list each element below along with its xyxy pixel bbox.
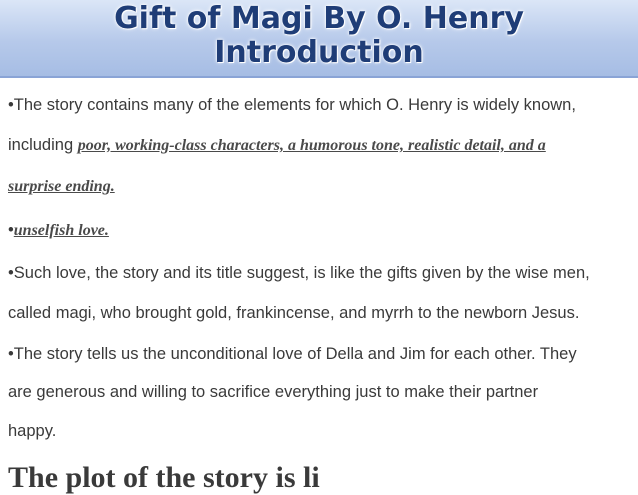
paragraph-1-line-2 (8, 136, 546, 155)
emphasized-elements-text: poor, working-class characters, a humorous tone, realistic detail, and a (77, 137, 546, 154)
paragraph-4-line-3: happy. (8, 422, 57, 440)
paragraph-1-line-2-prefix: including (8, 136, 78, 154)
paragraph-4-line-1: •The story tells us the unconditional love of Della and Jim for each other. They (8, 345, 577, 363)
emphasized-unselfish-love: unselfish love. (13, 222, 109, 239)
bullet: • (8, 221, 14, 239)
emphasized-surprise-ending: surprise ending. (8, 178, 115, 195)
slide-title-banner (0, 0, 638, 78)
slide-title: Gift of Magi By O. Henry (114, 1, 524, 36)
slide-subtitle: Introduction (214, 35, 424, 70)
paragraph-4-line-2: are generous and willing to sacrifice everything just to make their partner (8, 383, 539, 401)
paragraph-3-line-1: •Such love, the story and its title suggest, is like the gifts given by the wise men, (8, 264, 590, 282)
paragraph-3-line-2: called magi, who brought gold, frankincense, and myrrh to the newborn Jesus. (8, 304, 580, 322)
paragraph-2 (8, 221, 109, 240)
cutoff-heading: The plot of the story is li (8, 461, 320, 494)
paragraph-1-line-1: •The story contains many of the elements for which O. Henry is widely known, (8, 96, 576, 114)
paragraph-1-line-3 (8, 177, 115, 196)
